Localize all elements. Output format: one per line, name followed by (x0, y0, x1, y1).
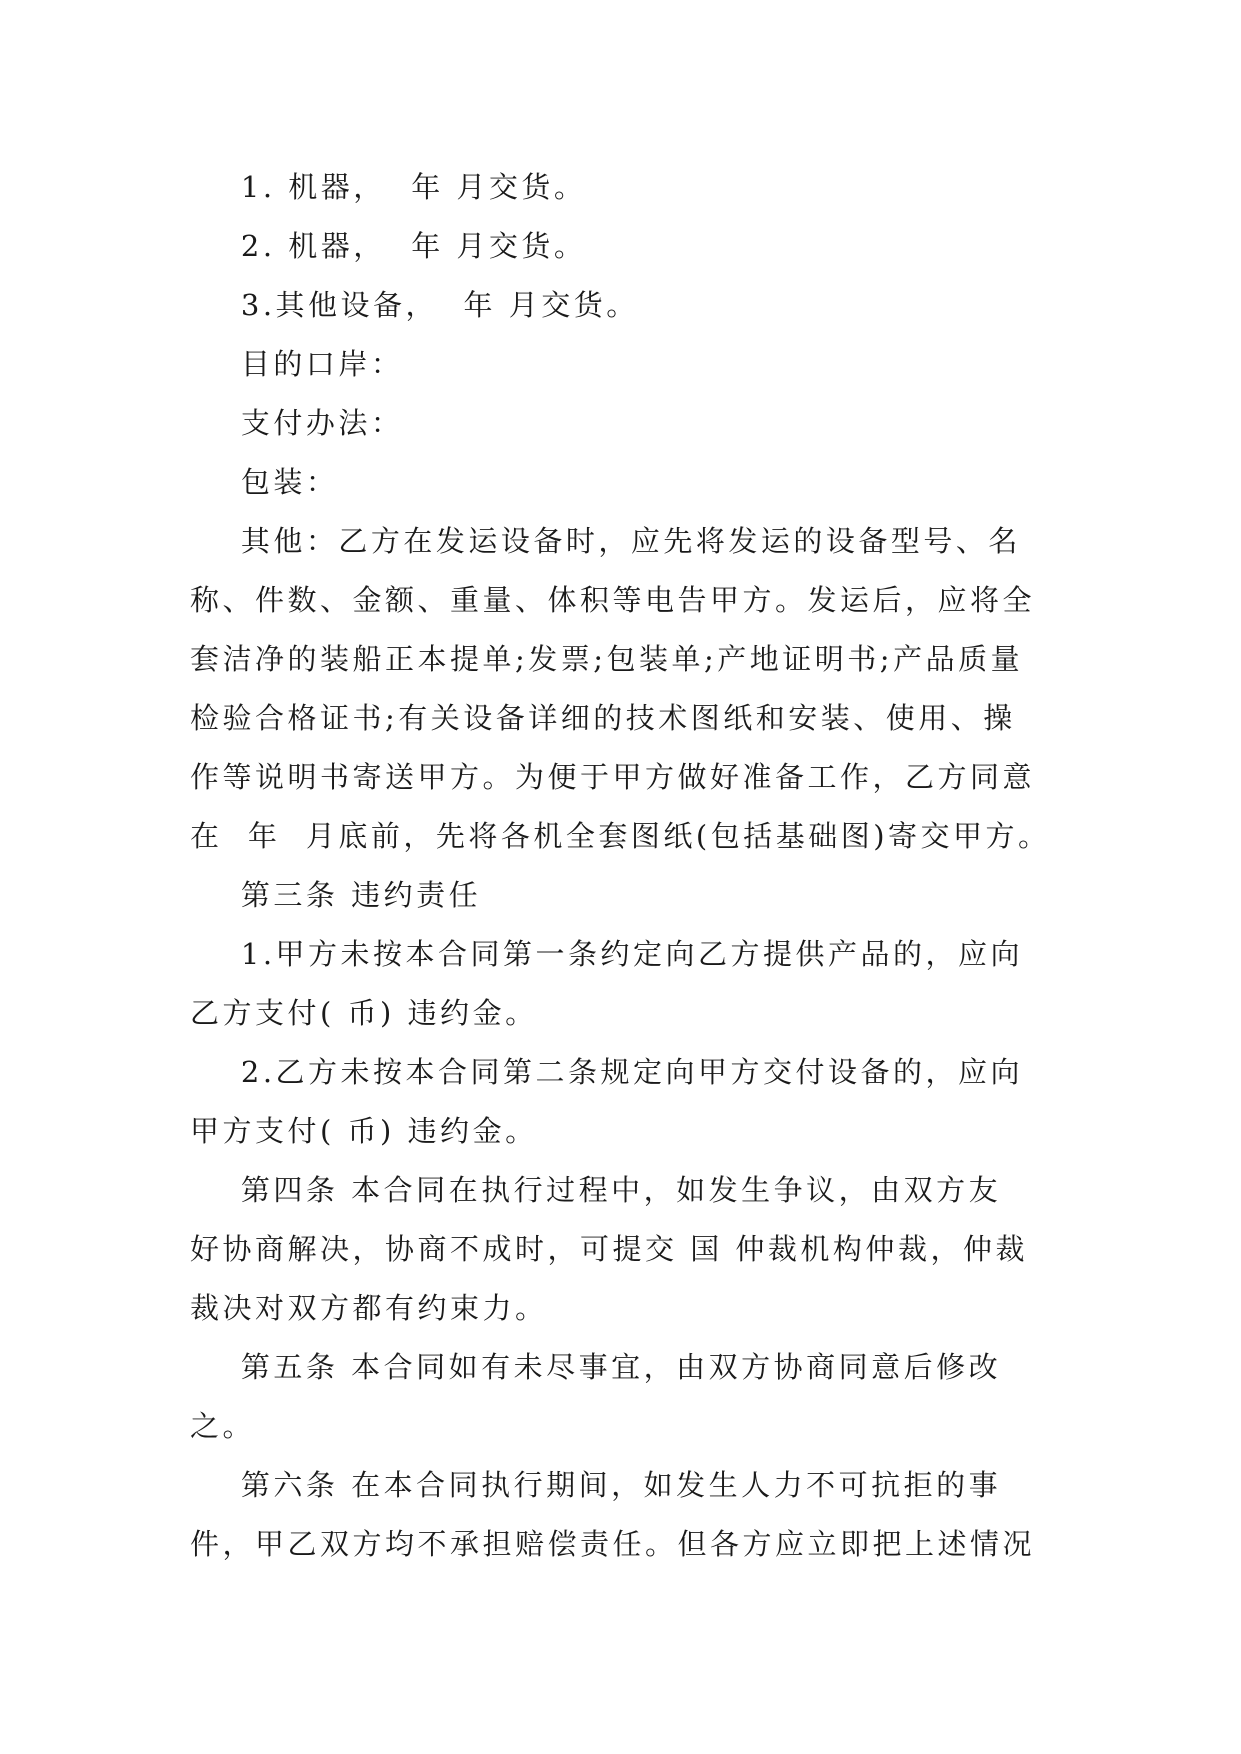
payment-method-field: 支付办法： (190, 406, 404, 440)
other-terms-line: 检验合格证书;有关设备详细的技术图纸和安装、使用、操 (190, 701, 1016, 735)
article-3-clause-2: 2.乙方未按本合同第二条规定向甲方交付设备的，应向 (190, 1055, 1024, 1089)
article-3-clause-1: 乙方支付( 币) 违约金。 (190, 996, 538, 1030)
other-terms-line: 作等说明书寄送甲方。为便于甲方做好准备工作，乙方同意 (190, 760, 1036, 794)
other-terms-line: 套洁净的装船正本提单;发票;包装单;产地证明书;产品质量 (190, 642, 1024, 676)
article-5-paragraph: 第五条 本合同如有未尽事宜，由双方协商同意后修改 (190, 1350, 1002, 1384)
article-3-clause-1: 1.甲方未按本合同第一条约定向乙方提供产品的，应向 (190, 937, 1024, 971)
destination-port-field: 目的口岸： (190, 347, 404, 381)
other-terms-line: 在 年 月底前，先将各机全套图纸(包括基础图)寄交甲方。 (190, 819, 1051, 853)
article-3-heading: 第三条 违约责任 (190, 878, 482, 912)
article-6-paragraph: 件，甲乙双方均不承担赔偿责任。但各方应立即把上述情况 (190, 1527, 1036, 1561)
packaging-field: 包装： (190, 465, 339, 499)
article-6-paragraph: 第六条 在本合同执行期间，如发生人力不可抗拒的事 (190, 1468, 1002, 1502)
article-4-paragraph: 好协商解决，协商不成时，可提交 国 仲裁机构仲裁，仲裁 (190, 1232, 1028, 1266)
article-4-paragraph: 裁决对双方都有约束力。 (190, 1291, 548, 1325)
article-3-clause-2: 甲方支付( 币) 违约金。 (190, 1114, 538, 1148)
other-terms-line: 称、件数、金额、重量、体积等电告甲方。发运后，应将全 (190, 583, 1036, 617)
delivery-item-3: 3.其他设备， 年 月交货。 (190, 288, 639, 322)
article-5-paragraph: 之。 (190, 1409, 256, 1443)
delivery-item-1: 1. 机器， 年 月交货。 (190, 170, 587, 204)
article-4-paragraph: 第四条 本合同在执行过程中，如发生争议，由双方友 (190, 1173, 1002, 1207)
delivery-item-2: 2. 机器， 年 月交货。 (190, 229, 587, 263)
other-terms-line: 其他：乙方在发运设备时，应先将发运的设备型号、名 (190, 524, 1021, 558)
document-body (190, 158, 1070, 1574)
